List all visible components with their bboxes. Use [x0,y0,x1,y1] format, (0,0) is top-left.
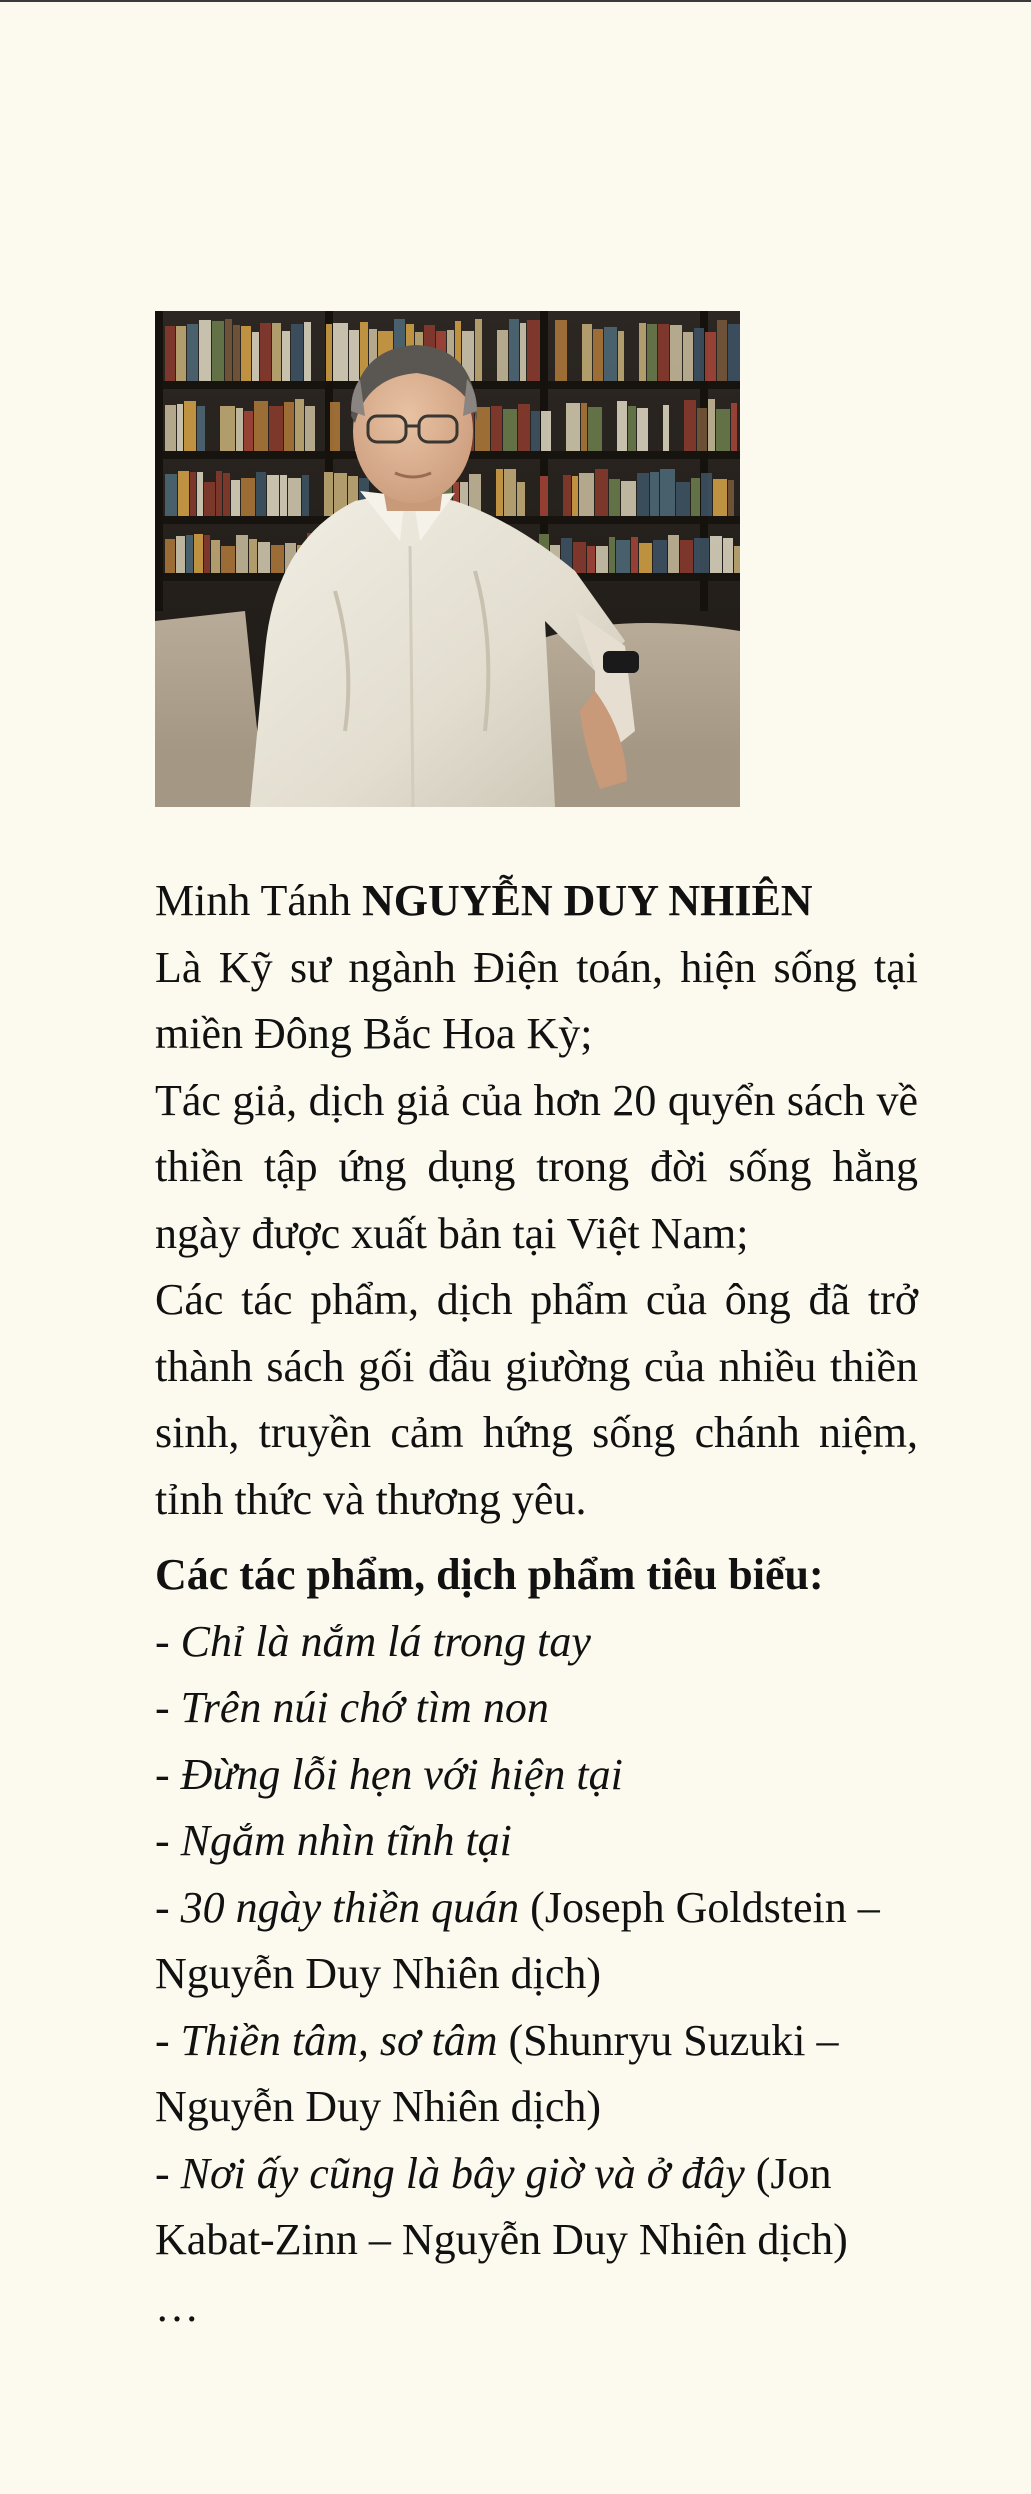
work-credit: (Jon Kabat-Zinn – Nguyễn Duy Nhiên dịch) [155,2148,848,2264]
list-item [155,1675,918,1742]
work-credit: (Shunryu Suzuki – Nguyễn Duy Nhiên dịch) [155,2015,839,2131]
work-title: Thiền tâm, sơ tâm [180,2015,498,2065]
list-dash: - [155,1749,181,1799]
works-heading: Các tác phẩm, dịch phẩm tiêu biểu: [155,1550,824,1599]
work-title: Nơi ấy cũng là bây giờ và ở đây [180,2148,745,2198]
bio-line: Các tác phẩm, dịch phẩm của ông đã trở thành sách gối đầu giường của nhiều thiền sinh, truyền cảm hứng sống chánh niệm, tỉnh thức và thương yêu. [155,1275,918,1524]
list-dash: - [155,2015,181,2065]
list-dash: - [155,1816,181,1865]
author-heading [155,868,918,935]
bio-line: Là Kỹ sư ngành Điện toán, hiện sống tại miền Đông Bắc Hoa Kỳ; [155,942,918,1058]
author-portrait [155,311,740,807]
list-dash: - [155,2148,181,2198]
work-credit: (Joseph Goldstein – Nguyễn Duy Nhiên dịch) [155,1882,880,1998]
works-list [155,1609,918,2274]
list-dash: - [155,1683,181,1732]
author-name: NGUYỄN DUY NHIÊN [361,876,813,925]
list-item [155,1808,918,1875]
work-title: 30 ngày thiền quán [180,1882,520,1932]
list-dash: - [155,1882,181,1932]
work-title: Chỉ là nắm lá trong tay [180,1616,591,1666]
bio-paragraph [155,935,918,1534]
author-bio-block [155,868,918,2340]
more-ellipsis: … [155,2281,199,2331]
author-prefix: Minh Tánh [155,876,351,925]
list-item [155,1742,918,1809]
work-title: Đừng lỗi hẹn với hiện tại [180,1749,623,1799]
work-title: Ngắm nhìn tĩnh tại [180,1816,512,1865]
list-item [155,1609,918,1676]
top-border-line [0,0,1031,2]
list-item [155,1875,918,2008]
work-title: Trên núi chớ tìm non [180,1683,549,1732]
list-item [155,2141,918,2274]
list-dash: - [155,1616,181,1666]
bio-line: Tác giả, dịch giả của hơn 20 quyển sách về thiền tập ứng dụng trong đời sống hằng ngày được xuất bản tại Việt Nam; [155,1075,918,1258]
list-item [155,2008,918,2141]
